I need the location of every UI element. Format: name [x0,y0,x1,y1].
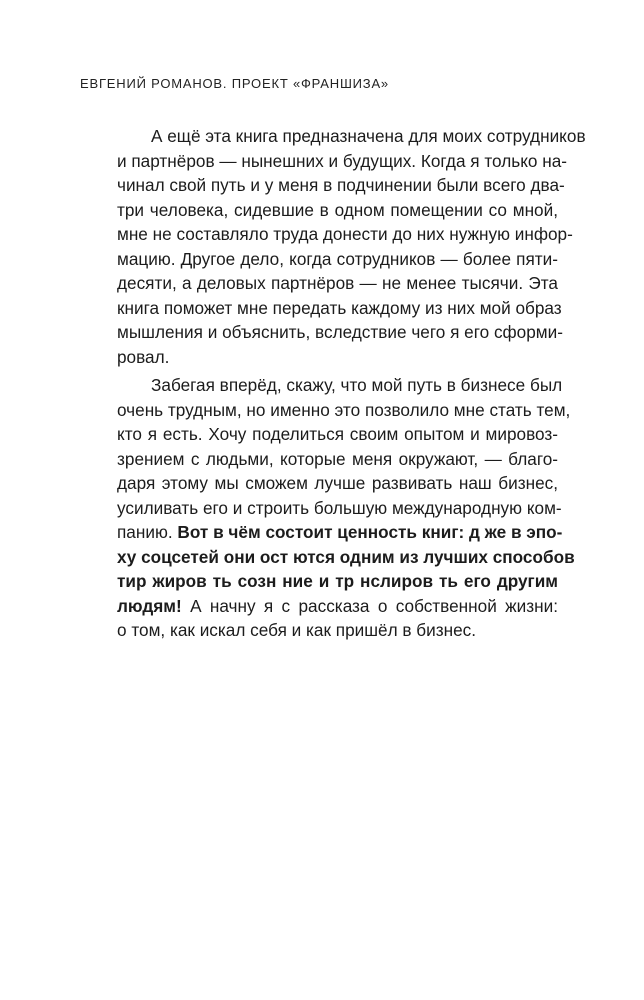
bold-text: Вот в чём состоит ценность книг: д же в эпо- [177,522,563,542]
body-text [117,124,586,643]
paragraph-line: зрением с людьми, которые меня окружают, — благо- [117,448,558,469]
paragraph-line: книга поможет мне передать каждому из них мой образ [117,297,562,318]
paragraph-line: кто я есть. Хочу поделиться своим опытом и мировоз- [117,424,558,444]
plain-text: панию. [117,522,178,542]
paragraph-line: и партнёров — нынешних и будущих. Когда я только на- [117,150,568,171]
paragraph-line: усиливать его и строить большую международную ком- [117,497,562,518]
paragraph-line: даря этому мы сможем лучше развивать наш бизнес, [117,473,558,493]
paragraph-line-mixed [117,520,563,545]
paragraph-line: три человека, сидевшие в одном помещении со мной, [117,199,558,220]
paragraph-line: Забегая вперёд, скажу, что мой путь в бизнесе был [151,375,563,395]
paragraph-line: А ещё эта книга предназначена для моих сотрудников [151,126,586,146]
paragraph-line-bold: ху соцсетей они ост ются одним из лучших способов [117,546,575,567]
paragraph-line: мне не составляло труда донести до них нужную инфор- [117,224,573,244]
plain-text: А начну я с рассказа о собственной жизни: [181,595,558,616]
bold-text: людям! [117,595,182,616]
paragraph-line-mixed [117,594,558,619]
paragraph-line: о том, как искал себя и как пришёл в бизнес. [117,620,477,640]
paragraph-line: мышления и объяснить, вследствие чего я его сформи- [117,322,563,342]
running-header: ЕВГЕНИЙ РОМАНОВ. ПРОЕКТ «ФРАНШИЗА» [80,76,389,91]
paragraph-line: ровал. [117,346,170,367]
paragraph-line: мацию. Другое дело, когда сотрудников — более пяти- [117,248,558,269]
paragraph-line: чинал свой путь и у меня в подчинении были всего два- [117,175,565,195]
paragraph-line: очень трудным, но именно это позволило мне стать тем, [117,399,571,420]
paragraph-line: десяти, а деловых партнёров — не менее тысячи. Эта [117,273,558,293]
paragraph-line-bold: тир жиров ть созн ние и тр нслиров ть его другим [117,571,558,591]
